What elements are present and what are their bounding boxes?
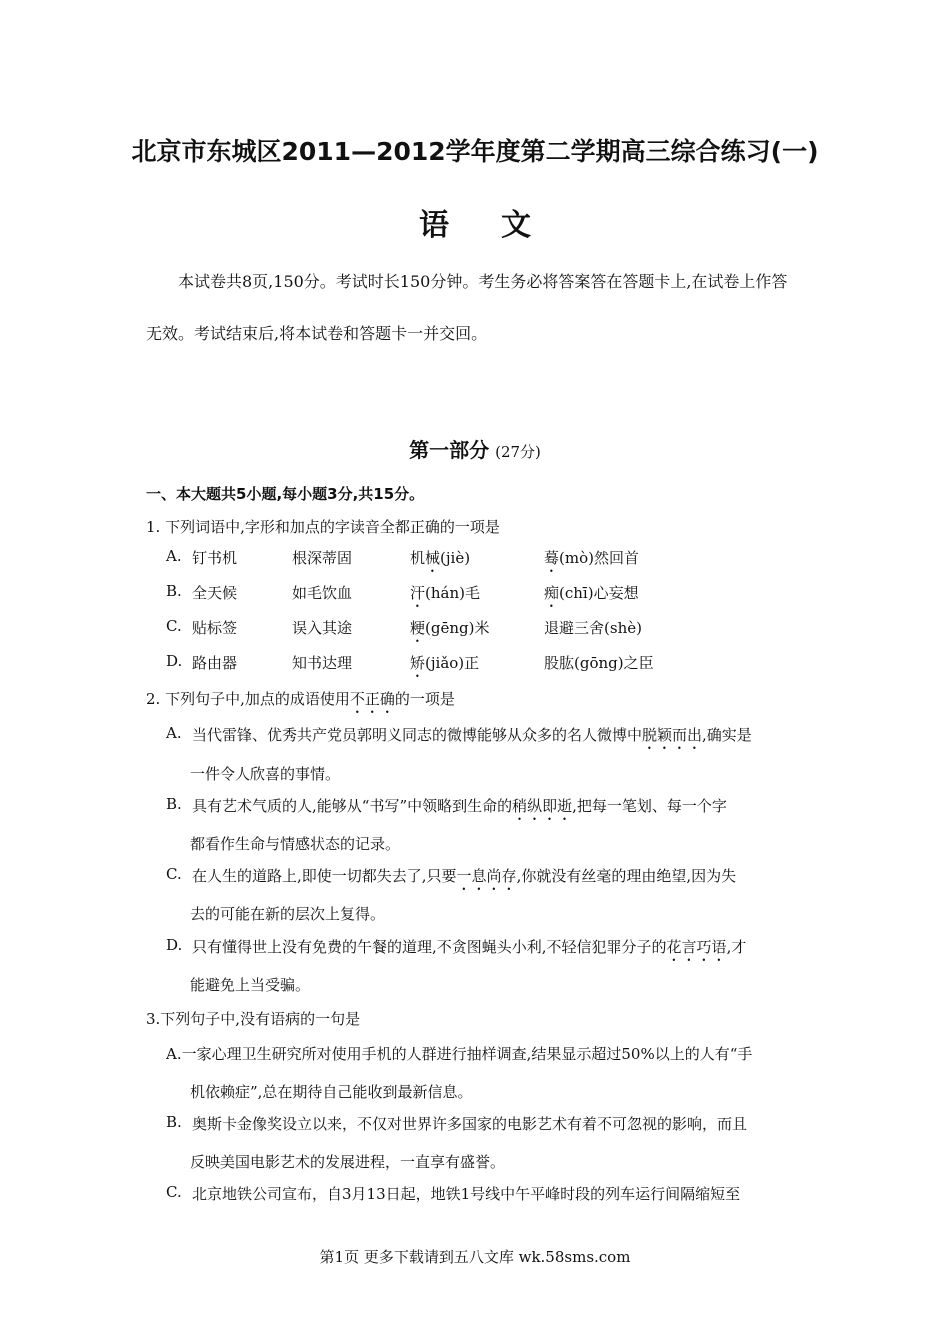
option-line-2: 反映美国电影艺术的发展进程，一直享有盛誉。 [190,1153,506,1171]
option-label: D. [166,936,183,954]
dotted-idiom: 稍纵即逝 [512,797,573,815]
stem-text: 2. 下列句子中,加点的成语使用 [146,690,350,708]
option-label: D. [166,652,183,670]
option-cell [410,652,479,681]
pinyin-text: (jiǎo)正 [425,654,480,672]
intro-line-2: 无效。考试结束后,将本试卷和答题卡一并交回。 [146,324,488,343]
pinyin-text: (hán)毛 [425,584,480,602]
document-title: 北京市东城区2011—2012学年度第二学期高三综合练习(一) [131,137,819,166]
pinyin-text: (shè) [604,619,642,637]
dotted-char: 蓦 [544,549,560,567]
pinyin-text: (gēng)米 [425,619,490,637]
option-line-1: A.一家心理卫生研究所对使用手机的人群进行抽样调查,结果显示超过50%以上的人有“手 [166,1045,753,1063]
dotted-text: 不正确 [349,690,395,708]
part-marks: (27分) [495,443,541,461]
option-text: 只有懂得世上没有免费的午餐的道理,不贪图蝇头小利,不轻信犯罪分子的 [192,938,667,956]
option-cell [544,617,642,638]
stem-text: 的一项是 [394,690,455,708]
option-line-2: 机依赖症”,总在期待自己能收到最新信息。 [190,1083,473,1101]
option-label: C. [166,865,182,883]
dotted-char: 汗 [410,584,426,602]
option-line-2: 都看作生命与情感状态的记录。 [190,835,401,853]
question-2-stem [146,688,455,717]
option-cell: 全天候 [192,584,238,602]
option-cell [544,652,654,673]
page-footer: 第1页 更多下载请到五八文库 wk.58sms.com [319,1248,631,1266]
option-text: 当代雷锋、优秀共产党员郭明义同志的微博能够从众多的名人微博中 [192,726,643,744]
option-cell [410,547,470,576]
dotted-idiom: 脱颖而出 [642,726,703,744]
option-label: C. [166,617,182,635]
option-line-1 [192,795,727,824]
option-text: ,把每一笔划、每一个字 [572,797,727,815]
question-3-stem: 3.下列句子中,没有语病的一句是 [146,1010,361,1028]
option-text: 具有艺术气质的人,能够从“书写”中领略到生命的 [192,797,513,815]
option-cell [410,617,489,646]
pinyin-text: (jiè) [440,549,471,567]
option-cell: 贴标签 [192,619,238,637]
option-line-2: 一件令人欣喜的事情。 [190,765,341,783]
option-label: A. [166,547,182,565]
option-cell: 知书达理 [292,654,353,672]
dotted-char: 械 [425,549,441,567]
option-cell [544,582,639,611]
dotted-char: 痴 [544,584,560,602]
plain-text: 股肱 [544,654,575,672]
option-label: A. [166,724,182,742]
option-cell [544,547,639,576]
option-cell: 误入其途 [292,619,353,637]
option-text: ,你就没有丝毫的理由绝望,因为失 [516,867,737,885]
option-text: ,才 [726,938,747,956]
plain-text: 退避三舍 [544,619,605,637]
option-cell [410,582,480,611]
dotted-idiom: 一息尚存 [456,867,517,885]
option-line-1: 北京地铁公司宣布，自3月13日起，地铁1号线中午平峰时段的列车运行间隔缩短至 [192,1185,741,1203]
subject-title: 语文 [419,208,583,243]
option-label: B. [166,1113,182,1131]
dotted-idiom: 花言巧语 [666,938,727,956]
part-heading [0,434,950,463]
option-text: ,确实是 [702,726,752,744]
option-cell: 路由器 [192,654,238,672]
option-label: B. [166,795,182,813]
option-line-2: 能避免上当受骗。 [190,976,311,994]
option-cell: 钉书机 [192,549,238,567]
option-label: B. [166,582,182,600]
question-1-stem: 1. 下列词语中,字形和加点的字读音全都正确的一项是 [146,518,500,536]
option-cell: 根深蒂固 [292,549,353,567]
pinyin-text: (mò)然回首 [559,549,639,567]
plain-text: 机 [410,549,426,567]
pinyin-text: (gōng)之臣 [574,654,654,672]
dotted-char: 粳 [410,619,426,637]
pinyin-text: (chī)心妄想 [559,584,639,602]
option-line-2: 去的可能在新的层次上复得。 [190,905,386,923]
option-line-1 [192,865,736,894]
option-cell: 如毛饮血 [292,584,353,602]
option-line-1 [192,936,746,965]
option-line-1: 奥斯卡金像奖设立以来，不仅对世界许多国家的电影艺术有着不可忽视的影响，而且 [192,1115,748,1133]
option-label: C. [166,1183,182,1201]
section-heading: 一、本大题共5小题,每小题3分,共15分。 [146,485,425,503]
option-text: 在人生的道路上,即使一切都失去了,只要 [192,867,457,885]
dotted-char: 矫 [410,654,426,672]
part-title: 第一部分 [409,438,490,462]
option-line-1 [192,724,752,753]
intro-line-1: 本试卷共8页,150分。考试时长150分钟。考生务必将答案答在答题卡上,在试卷上作答 [178,272,788,291]
